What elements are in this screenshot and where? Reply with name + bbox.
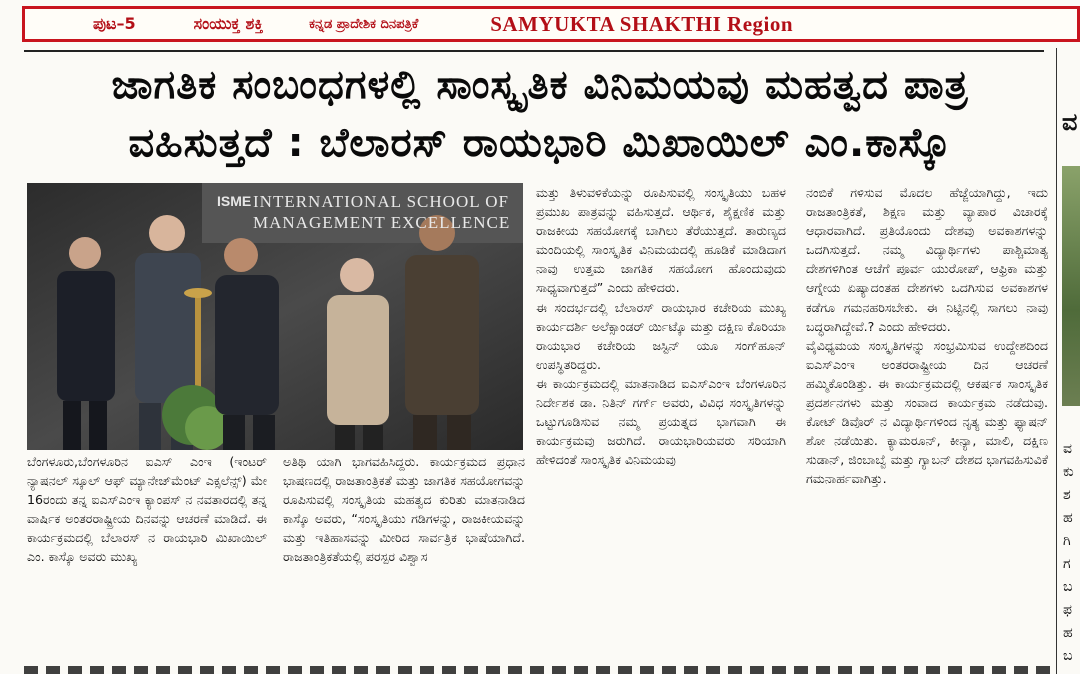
- paragraph: ಈ ಸಂದರ್ಭದಲ್ಲಿ ಬೆಲಾರಸ್ ರಾಯಭಾರ ಕಚೇರಿಯ ಮುಖ್ಯ ಕಾರ್ಯದರ್ಶಿ ಅಲೆಕ್ಸಾಂಡರ್ ರ್ಯಿಟ್ಕೊ ಮತ್ತು ದಕ್ಷಿಣ ಕೊರಿಯಾ ರಾಯಭಾರ ಕಚೇರಿಯ ಜಸ್ಟಿನ್ ಯೂ ಸಂಗ್‌ಹೂನ್ ಉಪಸ್ಥಿತರಿದ್ದರು.: [536, 299, 786, 372]
- paragraph: ಬೆಂಗಳೂರು,ಬೆಂಗಳೂರಿನ ಐಎಸ್ ಎಂಇ (ಇಂಟರ್ ನ್ಯಾಷನಲ್ ಸ್ಕೂಲ್ ಆಫ್ ಮ್ಯಾನೇಜ್‌ಮೆಂಟ್ ಎಕ್ಸಲೆನ್ಸ್) ಮೇ 16ರಂದು ತನ್ನ ಐಎಸ್‌ಎಂಇ ಕ್ಯಾಂಪಸ್ ನ ನವತಾರದಲ್ಲಿ ತನ್ನ ವಾರ್ಷಿಕ ಅಂತರರಾಷ್ಟ್ರೀಯ ದಿನವನ್ನು ಆಚರಣೆ ಮಾಡಿದೆ. ಈ ಕಾರ್ಯಕ್ರಮದಲ್ಲಿ ಬೆಲಾರಸ್ ನ ರಾಯಭಾರಿ ಮಿಖಾಯಿಲ್ ಎಂ. ಕಾಸ್ಕೊ ಅವರು ಮುಖ್ಯ: [27, 454, 267, 565]
- masthead: [22, 6, 1080, 42]
- article-column-1: [27, 452, 267, 567]
- adjacent-headline-fragment: ವ: [1062, 108, 1078, 136]
- paragraph: ವೈವಿಧ್ಯಮಯ ಸಂಸ್ಕೃತಿಗಳನ್ನು ಸಂಭ್ರಮಿಸುವ ಉದ್ದೇಶದಿಂದ ಐಎಸ್‌ಎಂಇ ಅಂತರರಾಷ್ಟ್ರೀಯ ದಿನ ಆಚರಣೆ ಹಮ್ಮಿಕೊಂಡಿತ್ತು. ಈ ಕಾರ್ಯಕ್ರಮದಲ್ಲಿ ಆಕರ್ಷಕ ಸಾಂಸ್ಕೃತಿಕ ಪ್ರದರ್ಶನಗಳು ಮತ್ತು ಸಂವಾದ ಕಾರ್ಯಕ್ರಮ ನಡೆದುವು. ಕೋಟ್ ಡಿವೊರ್ ನ ವಿದ್ಯಾರ್ಥಿಗಳಿಂದ ನೃತ್ಯ ಮತ್ತು ಫ್ಯಾಷನ್ ಶೋ ನಡೆಯಿತು. ಕ್ಯಾಮರೂನ್, ಕೀನ್ಯಾ, ಮಾಲಿ, ದಕ್ಷಿಣ ಸುಡಾನ್, ಜಿಂಬಾಬ್ವೆ ಮತ್ತು ಗ್ಯಾಬನ್ ದೇಶದ ಭಾಗವಹಿಸುವಿಕೆ ಗಮನಾರ್ಹವಾಗಿತ್ತು.: [806, 337, 1048, 487]
- page-number: ಪುಟ–5: [93, 14, 136, 33]
- paragraph: ಅತಿಥಿ ಯಾಗಿ ಭಾಗವಹಿಸಿದ್ದರು. ಕಾರ್ಯಕ್ರಮದ ಪ್ರಧಾನ ಭಾಷಣದಲ್ಲಿ ರಾಜತಾಂತ್ರಿಕತೆ ಮತ್ತು ಜಾಗತಿಕ ಸಹಯೋಗವನ್ನು ರೂಪಿಸುವಲ್ಲಿ ಸಂಸ್ಕೃತಿಯ ಮಹತ್ವದ ಕುರಿತು ಮಾತನಾಡಿದ ಕಾಸ್ಕೊ ಅವರು, “ಸಂಸ್ಕೃತಿಯು ಗಡಿಗಳನ್ನು, ರಾಜಕೀಯವನ್ನು ಮತ್ತು ಇತಿಹಾಸವನ್ನು ಮೀರಿದ ಸಾರ್ವತ್ರಿಕ ಭಾಷೆಯಾಗಿದೆ. ರಾಜತಾಂತ್ರಿಕತೆಯಲ್ಲಿ ಪರಸ್ಪರ ವಿಶ್ವಾಸ: [283, 454, 525, 565]
- top-rule: [24, 50, 1044, 52]
- banner-line-2: MANAGEMENT EXCELLENCE: [253, 213, 511, 232]
- article-column-4: [806, 183, 1048, 489]
- isme-logo: ISME: [217, 193, 252, 209]
- banner-line-1: INTERNATIONAL SCHOOL OF: [253, 192, 509, 211]
- paragraph: ಮತ್ತು ತಿಳುವಳಿಕೆಯನ್ನು ರೂಪಿಸುವಲ್ಲಿ ಸಂಸ್ಕೃತಿಯು ಬಹಳ ಪ್ರಮುಖ ಪಾತ್ರವನ್ನು ವಹಿಸುತ್ತದೆ. ಆರ್ಥಿಕ, ಶೈಕ್ಷಣಿಕ ಮತ್ತು ರಾಜಕೀಯ ಸಹಯೋಗಕ್ಕೆ ಬಾಗಿಲು ತೆರೆಯುತ್ತದೆ. ತಾರುಣ್ಯದ ಮಂದಿಯಲ್ಲಿ ಸಾಂಸ್ಕೃತಿಕ ವಿನಿಮಯದಲ್ಲಿ ಹೂಡಿಕೆ ಮಾಡಿದಾಗ ನಾವು ಉತ್ತಮ ಜಾಗತಿಕ ಸಹಯೋಗ ಹೊಂದುವುದು ಸಾಧ್ಯವಾಗುತ್ತದೆ” ಎಂದು ಹೇಳಿದರು.: [536, 185, 786, 296]
- adjacent-text-fragment: ವ ಕು ಶ ಹ ಗಿ ಗ ಬ ಫ ಹ ಬ: [1063, 441, 1074, 664]
- paper-name-kannada: ಸಂಯುಕ್ತ ಶಕ್ತಿ: [193, 14, 264, 33]
- paragraph: ನಂಬಿಕೆ ಗಳಿಸುವ ಮೊದಲ ಹೆಜ್ಜೆಯಾಗಿದ್ದು, ಇದು ರಾಜತಾಂತ್ರಿಕತೆ, ಶಿಕ್ಷಣ ಮತ್ತು ವ್ಯಾಪಾರ ವಿಚಾರಕ್ಕೆ ಆಧಾರವಾಗಿದೆ. ಪ್ರತಿಯೊಂದು ದೇಶವು ಅವಕಾಶಗಳನ್ನು ಒದಗಿಸುತ್ತದೆ. ನಮ್ಮ ವಿದ್ಯಾರ್ಥಿಗಳು ಪಾಶ್ಚಿಮಾತ್ಯ ದೇಶಗಳಿಗಿಂತ ಆಚೆಗೆ ಪೂರ್ವ ಯುರೋಪ್, ಆಫ್ರಿಕಾ ಮತ್ತು ಆಗ್ನೇಯ ಏಷ್ಯಾದಂತಹ ದೇಶಗಳು ಒದಗಿಸುವ ಅವಕಾಶಗಳ ಕಡೆಗೂ ಗಮನಹರಿಸಬೇಕು. ಈ ನಿಟ್ಟಿನಲ್ಲಿ ಸಾಗಲು ನಾವು ಬದ್ಧರಾಗಿದ್ದೇವೆ.? ಎಂದು ಹೇಳಿದರು.: [806, 185, 1048, 334]
- headline-line-2: ವಹಿಸುತ್ತದೆ : ಬೆಲಾರಸ್ ರಾಯಭಾರಿ ಮಿಖಾಯಿಲ್ ಎಂ.ಕಾಸ್ಕೊ: [128, 120, 952, 166]
- paper-name-english: SAMYUKTA SHAKTHI Region: [490, 11, 794, 36]
- headline-line-1: ಜಾಗತಿಕ ಸಂಬಂಧಗಳಲ್ಲಿ ಸಾಂಸ್ಕೃತಿಕ ವಿನಿಮಯವು ಮಹತ್ವದ ಪಾತ್ರ: [111, 62, 969, 108]
- photo-banner-text: [207, 191, 523, 235]
- paragraph: ಈ ಕಾರ್ಯಕ್ರಮದಲ್ಲಿ ಮಾತನಾಡಿದ ಐಎಸ್‌ಎಂಇ ಬೆಂಗಳೂರಿನ ನಿರ್ದೇಶಕ ಡಾ. ನಿತಿನ್ ಗರ್ಗ್ ಅವರು, ವಿವಿಧ ಸಂಸ್ಕೃತಿಗಳನ್ನು ಒಟ್ಟುಗೂಡಿಸುವ ನಮ್ಮ ಪ್ರಯತ್ನದ ಭಾಗವಾಗಿ ಈ ಕಾರ್ಯಕ್ರಮವು ಜರುಗಿದೆ. ರಾಯಭಾರಿಯವರು ಸರಿಯಾಗಿ ಹೇಳಿದಂತೆ ಸಾಂಸ್ಕೃತಿಕ ವಿನಿಮಯವು: [536, 375, 786, 468]
- article-photo: [27, 183, 523, 450]
- adjacent-photo-fragment: [1062, 166, 1080, 406]
- article-column-3: [536, 183, 786, 469]
- column-divider: [1056, 48, 1057, 674]
- article-headline: [40, 56, 1040, 172]
- bottom-cut-line: [24, 666, 1054, 674]
- article-column-2: [283, 452, 525, 567]
- paper-tagline: ಕನ್ನಡ ಪ್ರಾದೇಶಿಕ ದಿನಪತ್ರಿಕೆ: [309, 16, 419, 32]
